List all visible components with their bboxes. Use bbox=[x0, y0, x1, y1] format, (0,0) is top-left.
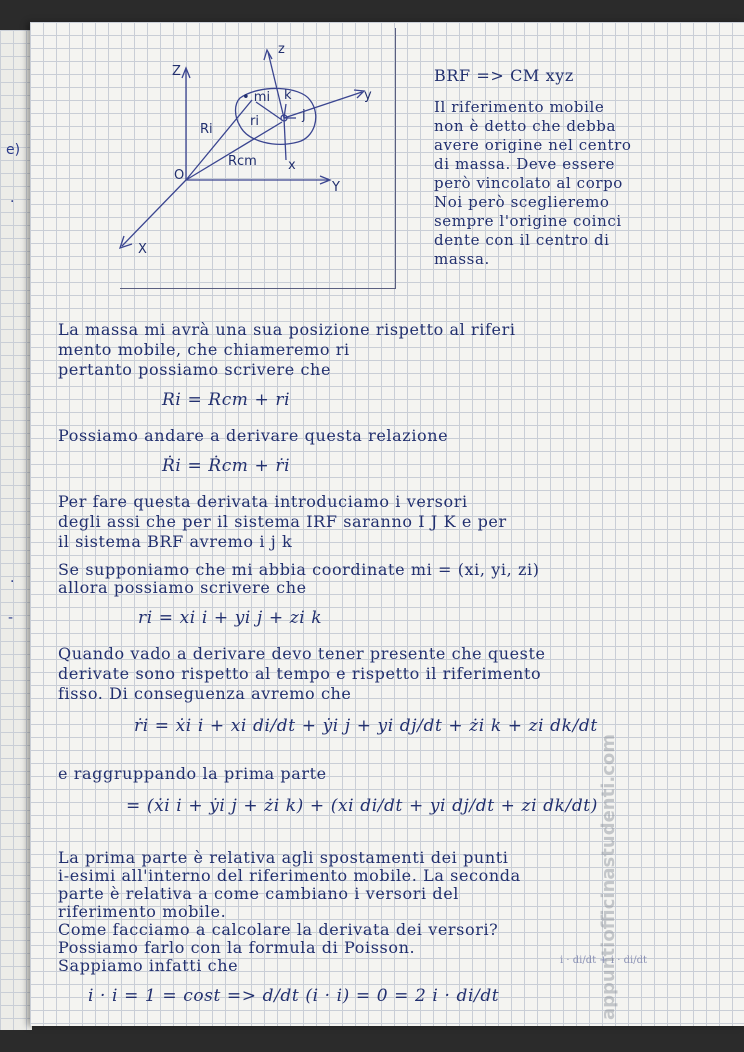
text-line: Possiamo farlo con la formula di Poisson. bbox=[58, 938, 416, 957]
text-line: derivate sono rispetto al tempo e rispetto il riferimento bbox=[58, 664, 542, 683]
note-line: avere origine nel centro bbox=[434, 136, 632, 154]
text-line: Come facciamo a calcolare la derivata dei versori? bbox=[58, 920, 499, 939]
text-line: Sappiamo infatti che bbox=[58, 956, 239, 975]
note-line: di massa. Deve essere bbox=[434, 155, 616, 173]
text-line: degli assi che per il sistema IRF saranno I J K e per bbox=[58, 512, 507, 531]
prev-page-mark: . bbox=[10, 190, 15, 206]
axis-x-line bbox=[284, 118, 286, 160]
note-line: sempre l'origine coinci bbox=[434, 212, 622, 230]
diagram-frame-bottom bbox=[120, 288, 396, 289]
equation: i · i = 1 = cost => d/dt (i · i) = 0 = 2 i · di/dt bbox=[88, 986, 500, 1006]
text-line: Se supponiamo che mi abbia coordinate mi = (xi, yi, zi) bbox=[58, 560, 540, 579]
equation: Ṙi = Ṙcm + ṙi bbox=[162, 456, 291, 476]
watermark: appuntiofficinastudenti.com bbox=[598, 733, 619, 1020]
axis-X-label: X bbox=[138, 242, 147, 257]
Ri-label: Ri bbox=[200, 122, 213, 137]
text-line: parte è relativa a come cambiano i versori del bbox=[58, 884, 459, 903]
note-line: Il riferimento mobile bbox=[434, 98, 605, 116]
note-line: non è detto che debba bbox=[434, 117, 617, 135]
text-line: allora possiamo scrivere che bbox=[58, 578, 307, 597]
equation: Ri = Rcm + ri bbox=[162, 390, 291, 410]
prev-page-mark: e) bbox=[6, 142, 21, 158]
Rcm-label: Rcm bbox=[228, 154, 257, 169]
versor-k-label: k bbox=[284, 88, 292, 103]
margin-annotation: i · di/dt + i · di/dt bbox=[560, 955, 647, 966]
axis-z-line bbox=[268, 52, 284, 118]
prev-page-mark: - bbox=[8, 610, 14, 626]
axis-z-label: z bbox=[278, 42, 285, 57]
text-line: La massa mi avrà una sua posizione rispetto al riferi bbox=[58, 320, 516, 339]
axis-X-line bbox=[122, 180, 186, 246]
note-line: massa. bbox=[434, 250, 490, 268]
previous-page-edge bbox=[0, 30, 32, 1030]
ri-label: ri bbox=[250, 114, 259, 129]
text-line: Possiamo andare a derivare questa relazione bbox=[58, 426, 449, 445]
mass-label: • mi bbox=[242, 90, 271, 105]
axis-Y-label: Y bbox=[332, 180, 340, 195]
text-line: i-esimi all'interno del riferimento mobile. La seconda bbox=[58, 866, 521, 885]
brf-title: BRF => CM xyz bbox=[434, 66, 574, 85]
axis-Z-label: Z bbox=[172, 64, 181, 79]
origin-label: O bbox=[174, 168, 185, 183]
text-line: fisso. Di conseguenza avremo che bbox=[58, 684, 352, 703]
text-line: e raggruppando la prima parte bbox=[58, 764, 327, 783]
note-line: dente con il centro di bbox=[434, 231, 610, 249]
text-line: riferimento mobile. bbox=[58, 902, 227, 921]
text-line: La prima parte è relativa agli spostamenti dei punti bbox=[58, 848, 509, 867]
equation: ṙi = ẋi i + xi di/dt + ẏi j + yi dj/dt + żi k + zi dk/dt bbox=[134, 716, 598, 736]
prev-page-mark: . bbox=[10, 570, 15, 586]
note-line: però vincolato al corpo bbox=[434, 174, 623, 192]
text-line: mento mobile, che chiameremo ri bbox=[58, 340, 350, 359]
equation: ri = xi i + yi j + zi k bbox=[138, 608, 323, 628]
text-line: il sistema BRF avremo i j k bbox=[58, 532, 293, 551]
axis-x-label: x bbox=[288, 158, 296, 173]
versor-j-label: j bbox=[302, 108, 306, 123]
axis-y-label: y bbox=[364, 88, 372, 103]
equation: = (ẋi i + ẏi j + żi k) + (xi di/dt + yi dj/dt + zi dk/dt) bbox=[126, 796, 598, 816]
reference-frame-diagram bbox=[100, 30, 400, 285]
note-line: Noi però sceglieremo bbox=[434, 193, 610, 211]
text-line: Quando vado a derivare devo tener presente che queste bbox=[58, 644, 546, 663]
text-line: Per fare questa derivata introduciamo i versori bbox=[58, 492, 468, 511]
axis-y-line bbox=[284, 92, 362, 118]
text-line: pertanto possiamo scrivere che bbox=[58, 360, 332, 379]
